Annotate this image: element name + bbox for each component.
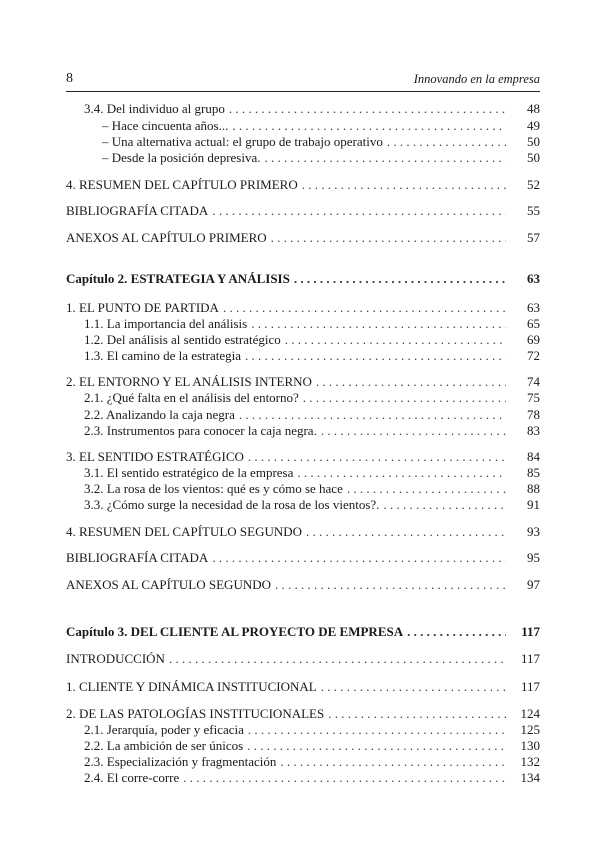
dot-leader: [347, 481, 506, 497]
toc-entry: [66, 150, 540, 166]
dot-leader: [316, 374, 506, 390]
toc-entry-page: 85: [506, 465, 540, 481]
toc-entry: [66, 770, 540, 786]
toc-entry-page: 69: [506, 332, 540, 348]
toc-entry: [66, 300, 540, 316]
header-rule: [66, 91, 540, 92]
toc-entry-page: 75: [506, 390, 540, 406]
toc-entry-label: 2.4. El corre-corre: [66, 770, 183, 786]
toc-entry: [66, 624, 540, 640]
toc-entry-page: 63: [506, 271, 540, 287]
toc-entry: [66, 754, 540, 770]
dot-leader: [229, 101, 506, 117]
toc-entry: [66, 134, 540, 150]
dot-leader: [232, 118, 506, 134]
dot-leader: [264, 150, 506, 166]
toc-entry-page: 95: [506, 550, 540, 566]
running-title: Innovando en la empresa: [413, 72, 540, 86]
toc-entry-label: 2.1. Jerarquía, poder y eficacia: [66, 722, 248, 738]
toc-entry-label: 1. EL PUNTO DE PARTIDA: [66, 300, 223, 316]
toc-entry-label: INTRODUCCIÓN: [66, 651, 169, 667]
toc-entry-label: – Una alternativa actual: el grupo de trabajo operativo: [66, 134, 387, 150]
dot-leader: [321, 679, 506, 695]
toc-entry-label: 1. CLIENTE Y DINÁMICA INSTITUCIONAL: [66, 679, 321, 695]
dot-leader: [275, 577, 506, 593]
toc-entry-page: 48: [506, 101, 540, 117]
toc-entry: [66, 316, 540, 332]
toc-entry: [66, 524, 540, 540]
toc-entry-page: 63: [506, 300, 540, 316]
toc-entry: [66, 177, 540, 193]
toc-entry: [66, 481, 540, 497]
toc-entry-label: 3.2. La rosa de los vientos: qué es y cómo se hace: [66, 481, 347, 497]
page-header: [66, 70, 540, 88]
dot-leader: [223, 300, 506, 316]
toc-entry-label: ANEXOS AL CAPÍTULO PRIMERO: [66, 230, 271, 246]
toc-entry-page: 124: [506, 706, 540, 722]
toc-entry-label: – Hace cincuenta años...: [66, 118, 232, 134]
toc-entry: [66, 679, 540, 695]
toc-entry-page: 132: [506, 754, 540, 770]
toc-entry-page: 125: [506, 722, 540, 738]
toc-entry: [66, 550, 540, 566]
toc-entry: [66, 348, 540, 364]
dot-leader: [248, 449, 506, 465]
toc-entry-label: 2.2. La ambición de ser únicos: [66, 738, 247, 754]
toc-entry-page: 72: [506, 348, 540, 364]
dot-leader: [321, 423, 506, 439]
toc-entry-page: 83: [506, 423, 540, 439]
dot-leader: [383, 497, 506, 513]
toc-entry: [66, 651, 540, 667]
toc-entry-page: 117: [506, 679, 540, 695]
toc-entry-label: 2. EL ENTORNO Y EL ANÁLISIS INTERNO: [66, 374, 316, 390]
toc-entry-page: 117: [506, 624, 540, 640]
toc-entry: [66, 390, 540, 406]
dot-leader: [303, 390, 506, 406]
dot-leader: [212, 203, 506, 219]
dot-leader: [297, 465, 506, 481]
toc-entry-label: 3.1. El sentido estratégico de la empresa: [66, 465, 297, 481]
dot-leader: [387, 134, 506, 150]
dot-leader: [251, 316, 506, 332]
toc-entry-page: 57: [506, 230, 540, 246]
toc-entry-label: BIBLIOGRAFÍA CITADA: [66, 203, 212, 219]
dot-leader: [247, 738, 506, 754]
toc-entry: [66, 577, 540, 593]
dot-leader: [245, 348, 506, 364]
toc-entry-label: 2.2. Analizando la caja negra: [66, 407, 239, 423]
toc-entry-page: 50: [506, 134, 540, 150]
toc-entry-label: 3.3. ¿Cómo surge la necesidad de la rosa de los vientos?.: [66, 497, 383, 513]
dot-leader: [271, 230, 506, 246]
toc-entry-page: 117: [506, 651, 540, 667]
dot-leader: [280, 754, 506, 770]
toc-entry-page: 97: [506, 577, 540, 593]
toc-entry-label: ANEXOS AL CAPÍTULO SEGUNDO: [66, 577, 275, 593]
toc-entry-label: 1.1. La importancia del análisis: [66, 316, 251, 332]
dot-leader: [294, 271, 506, 287]
toc-entry-page: 84: [506, 449, 540, 465]
dot-leader: [169, 651, 506, 667]
toc-entry-page: 134: [506, 770, 540, 786]
dot-leader: [212, 550, 506, 566]
toc-entry-page: 52: [506, 177, 540, 193]
dot-leader: [248, 722, 506, 738]
dot-leader: [239, 407, 506, 423]
dot-leader: [183, 770, 506, 786]
toc-entry-label: BIBLIOGRAFÍA CITADA: [66, 550, 212, 566]
toc-entry: [66, 203, 540, 219]
dot-leader: [306, 524, 506, 540]
toc-entry-label: 1.3. El camino de la estrategia: [66, 348, 245, 364]
toc-entry-label: 4. RESUMEN DEL CAPÍTULO SEGUNDO: [66, 524, 306, 540]
toc-entry-page: 88: [506, 481, 540, 497]
toc-entry-label: 4. RESUMEN DEL CAPÍTULO PRIMERO: [66, 177, 302, 193]
page-number: 8: [66, 71, 73, 86]
toc-entry: [66, 722, 540, 738]
toc-entry-page: 55: [506, 203, 540, 219]
toc-entry: [66, 332, 540, 348]
toc-entry: [66, 407, 540, 423]
toc-entry-label: 2.1. ¿Qué falta en el análisis del entorno?: [66, 390, 303, 406]
toc-entry-label: 1.2. Del análisis al sentido estratégico: [66, 332, 285, 348]
toc-entry-page: 74: [506, 374, 540, 390]
dot-leader: [407, 624, 506, 640]
toc-entry: [66, 118, 540, 134]
toc-entry: [66, 449, 540, 465]
dot-leader: [302, 177, 506, 193]
toc-entry: [66, 465, 540, 481]
toc-entry-label: – Desde la posición depresiva.: [66, 150, 264, 166]
toc-entry: [66, 101, 540, 117]
toc-entry: [66, 497, 540, 513]
toc-entry-label: 2.3. Especialización y fragmentación: [66, 754, 280, 770]
toc-entry-page: 65: [506, 316, 540, 332]
toc-entry: [66, 230, 540, 246]
dot-leader: [285, 332, 506, 348]
toc-entry: [66, 423, 540, 439]
toc-entry-page: 91: [506, 497, 540, 513]
toc-entry-page: 50: [506, 150, 540, 166]
toc-entry-label: 2. DE LAS PATOLOGÍAS INSTITUCIONALES: [66, 706, 328, 722]
dot-leader: [328, 706, 506, 722]
toc-entry-page: 93: [506, 524, 540, 540]
toc-entry: [66, 374, 540, 390]
toc-entry-page: 49: [506, 118, 540, 134]
toc-entry-label: 3.4. Del individuo al grupo: [66, 101, 229, 117]
toc-entry-page: 78: [506, 407, 540, 423]
toc-entry: [66, 738, 540, 754]
toc-entry: [66, 706, 540, 722]
toc-entry-label: 3. EL SENTIDO ESTRATÉGICO: [66, 449, 248, 465]
toc-entry-label: Capítulo 2. ESTRATEGIA Y ANÁLISIS: [66, 271, 294, 287]
toc-entry: [66, 271, 540, 287]
toc-entry-label: 2.3. Instrumentos para conocer la caja negra.: [66, 423, 321, 439]
toc-entry-label: Capítulo 3. DEL CLIENTE AL PROYECTO DE EMPRESA: [66, 624, 407, 640]
toc-entry-page: 130: [506, 738, 540, 754]
